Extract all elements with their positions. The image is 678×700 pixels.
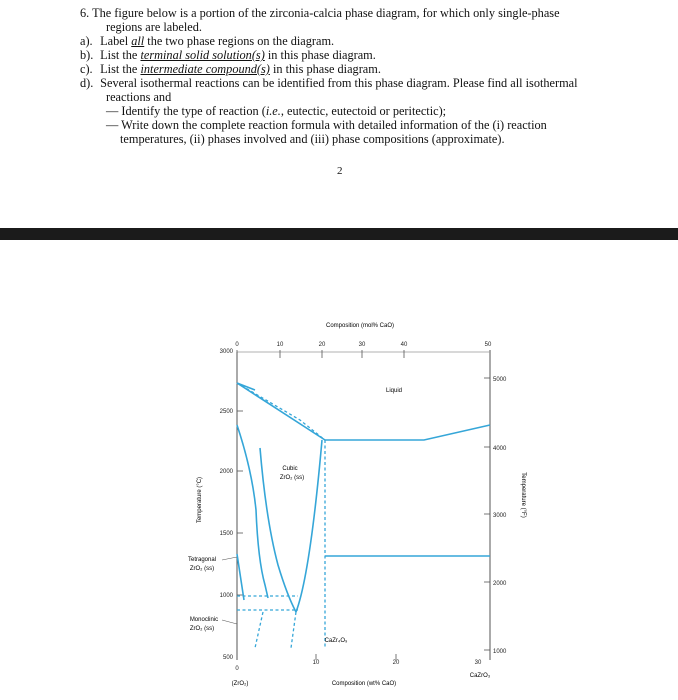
part-d-line2: reactions and [106,90,172,104]
right-tick-1000: 1000 [493,649,507,655]
part-a-underlined: all [131,34,145,48]
part-b-text-pre: List the [100,48,141,62]
part-c-text-pre: List the [100,62,141,76]
bottom-axis-title: Composition (wt% CaO) [331,681,397,687]
cubic-label-2: ZrO₂ (ss) [279,475,305,481]
zro2-label: (ZrO₂) [231,681,249,687]
monoclinic-label-1: Monoclinic [189,617,219,623]
question-intro-line1: 6. The figure below is a portion of the zirconia-calcia phase diagram, for which only single-phase [80,6,560,20]
top-tick-40: 40 [400,342,408,348]
right-tick-3000: 3000 [493,513,507,519]
part-c-label: c). [80,62,93,76]
phase-boundaries [237,383,490,612]
right-tick-2000: 2000 [493,581,507,587]
part-b-text-post: in this phase diagram. [264,48,376,62]
right-tick-4000: 4000 [493,446,507,452]
dashed-boundaries [237,383,325,648]
tetragonal-boundary [237,554,244,600]
bottom-tick-10: 10 [312,660,320,666]
cazro3-label: CaZrO₃ [469,673,491,679]
left-tick-1000: 1000 [219,593,233,599]
part-c-underlined: intermediate compound(s) [140,62,270,76]
tetragonal-label-2: ZrO₂ (ss) [189,566,215,572]
bottom-tick-20: 20 [392,660,400,666]
right-tick-5000: 5000 [493,377,507,383]
part-a-text-pre: Label [100,34,132,48]
dashed-right-boundary [291,612,296,648]
tetragonal-label-1: Tetragonal [187,557,217,563]
cazr4o9-label: CaZr₄O₉ [324,638,348,644]
top-tick-0: 0 [235,342,239,348]
part-b-label: b). [80,48,94,62]
top-axis-title: Composition (mol% CaO) [325,323,395,329]
part-d-label: d). [80,76,94,90]
top-tick-30: 30 [358,342,366,348]
part-c-text-post: in this phase diagram. [269,62,381,76]
top-tick-50: 50 [484,342,492,348]
question-intro-line2: regions are labeled. [106,20,202,34]
part-a-text-post: the two phase regions on the diagram. [144,34,335,48]
left-tick-2000: 2000 [219,469,233,475]
monoclinic-label-2: ZrO₂ (ss) [189,626,215,632]
part-d-bullet2-line2: temperatures, (ii) phases involved and (iii) phase compositions (approximate). [120,132,505,146]
part-d-bullet1-pre: — Identify the type of reaction ( [106,104,266,118]
liquidus-line [237,383,490,440]
part-a-label: a). [80,34,93,48]
part-d-bullet1-italic: i.e. [265,104,281,118]
part-d-bullet1-post: , eutectic, eutectoid or peritectic); [280,104,447,118]
cubic-label-1: Cubic [282,466,298,472]
cubic-left-boundary [237,425,268,598]
top-tick-20: 20 [318,342,326,348]
page-number: 2 [337,165,343,177]
dashed-monoclinic-boundary [255,612,263,648]
left-tick-1500: 1500 [219,531,233,537]
top-tick-10: 10 [276,342,284,348]
cubic-solvus [296,440,322,612]
left-tick-3000: 3000 [219,349,233,355]
bottom-tick-0: 0 [235,666,239,672]
left-tick-2500: 2500 [219,409,233,415]
part-b-underlined: terminal solid solution(s) [140,48,265,62]
part-d-bullet2-line1: — Write down the complete reaction formula with detailed information of the (i) reaction [106,118,547,132]
bottom-tick-30: 30 [474,660,482,666]
left-tick-500: 500 [222,655,233,661]
right-axis-title: Temperature (°F) [520,472,526,518]
left-axis-title: Temperature (°C) [197,476,203,524]
liquid-label: Liquid [385,388,403,394]
part-d-line1: Several isothermal reactions can be identified from this phase diagram. Please find all isothermal [100,76,578,90]
